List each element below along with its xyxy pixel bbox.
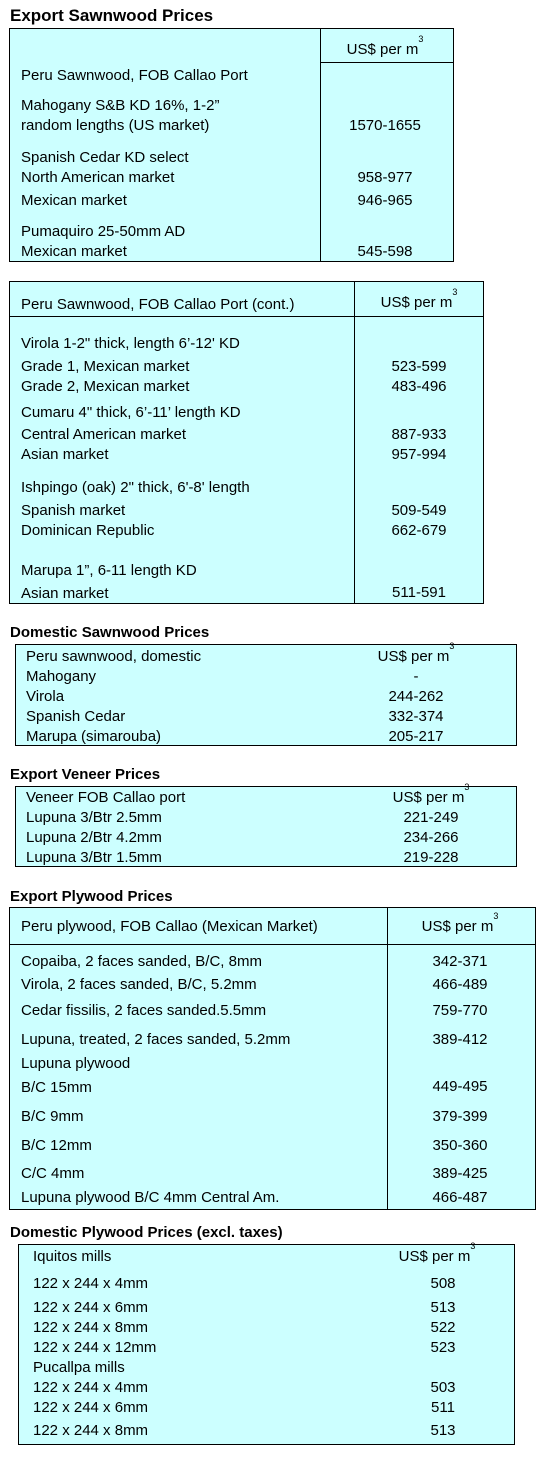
price-cell: 662-679 (391, 522, 447, 539)
price-cell: 466-487 (432, 1189, 488, 1206)
unit-header: US$ per $m^3$ (380, 287, 458, 311)
table-line: Asian market (21, 446, 109, 463)
table-line: Spanish market (21, 502, 126, 519)
table-line: Spanish Cedar KD select (21, 149, 189, 166)
domestic-plywood-table (18, 1241, 515, 1445)
export-sawnwood-table-2 (9, 281, 484, 604)
unit-header: US$ per $m^3$ (398, 1241, 476, 1265)
price-cell: 508 (430, 1275, 456, 1292)
price-cell: 389-412 (432, 1031, 488, 1048)
price-cell: 1570-1655 (349, 117, 421, 134)
table-header: Peru plywood, FOB Callao (Mexican Market) (21, 918, 318, 935)
table-line: random lengths (US market) (21, 117, 210, 134)
domestic-plywood-title: Domestic Plywood Prices (excl. taxes) (10, 1224, 283, 1241)
row-name: Lupuna 2/Btr 4.2mm (26, 829, 162, 846)
table-header: Iquitos mills (33, 1248, 112, 1265)
price-cell: 483-496 (391, 378, 447, 395)
row-name: Spanish Cedar (26, 708, 126, 725)
unit-header: US$ per $m^3$ (377, 641, 455, 665)
export-sawnwood-title: Export Sawnwood Prices (10, 6, 214, 25)
price-cell: 511 (431, 1399, 455, 1416)
table-line: Cumaru 4" thick, 6’-11’ length KD (21, 404, 241, 421)
row-name: 122 x 244 x 6mm (33, 1299, 149, 1316)
table-line: Grade 2, Mexican market (21, 378, 190, 395)
price-cell: 205-217 (388, 728, 444, 745)
unit-header: US$ per $m^3$ (392, 782, 470, 806)
unit-header: US$ per $m^3$ (346, 34, 424, 58)
column-divider (354, 282, 355, 603)
row-name: Virola (26, 688, 65, 705)
column-divider (320, 29, 321, 261)
row-name: Lupuna plywood (21, 1055, 131, 1072)
header-divider (320, 62, 453, 63)
export-sawnwood-table-1 (9, 28, 454, 262)
price-cell: 234-266 (403, 829, 459, 846)
table-line: Ishpingo (oak) 2" thick, 6'-8' length (21, 479, 250, 496)
price-cell: 509-549 (391, 502, 447, 519)
row-name: 122 x 244 x 6mm (33, 1399, 149, 1416)
row-name: Copaiba, 2 faces sanded, B/C, 8mm (21, 953, 262, 970)
price-cell: 523 (430, 1339, 456, 1356)
row-name: Lupuna 3/Btr 1.5mm (26, 849, 162, 866)
row-name: 122 x 244 x 8mm (33, 1319, 149, 1336)
price-cell: 946-965 (357, 192, 413, 209)
table-line: Pumaquiro 25-50mm AD (21, 223, 186, 240)
row-name: Virola, 2 faces sanded, B/C, 5.2mm (21, 976, 257, 993)
price-cell: 513 (430, 1299, 456, 1316)
table-line: Peru Sawnwood, FOB Callao Port (21, 67, 248, 84)
price-cell: 513 (430, 1422, 456, 1439)
row-name: 122 x 244 x 8mm (33, 1422, 149, 1439)
table-line: Mahogany S&B KD 16%, 1-2” (21, 97, 220, 114)
price-cell: 957-994 (391, 446, 447, 463)
price-cell: 523-599 (391, 358, 447, 375)
price-cell: 221-249 (403, 809, 459, 826)
table-line: Mexican market (21, 192, 127, 209)
price-cell: 958-977 (357, 169, 413, 186)
price-cell: 449-495 (432, 1078, 488, 1095)
column-divider (387, 908, 388, 1209)
table-header: Peru Sawnwood, FOB Callao Port (cont.) (21, 296, 295, 313)
price-cell: 244-262 (388, 688, 444, 705)
row-name: Cedar fissilis, 2 faces sanded.5.5mm (21, 1002, 267, 1019)
price-cell: 350-360 (432, 1137, 488, 1154)
price-cell: 503 (430, 1379, 456, 1396)
table-header: Peru sawnwood, domestic (26, 648, 202, 665)
export-veneer-title: Export Veneer Prices (10, 766, 161, 783)
table-line: Dominican Republic (21, 522, 155, 539)
domestic-sawnwood-table (15, 641, 517, 746)
table-line: Central American market (21, 426, 187, 443)
price-cell: 342-371 (432, 953, 488, 970)
header-divider (10, 944, 535, 945)
table-header: Veneer FOB Callao port (26, 789, 186, 806)
price-cell: 219-228 (403, 849, 459, 866)
export-plywood-table (9, 907, 536, 1210)
row-name: Lupuna 3/Btr 2.5mm (26, 809, 162, 826)
table-line: Grade 1, Mexican market (21, 358, 190, 375)
row-name: B/C 15mm (21, 1079, 92, 1096)
price-cell: 389-425 (432, 1165, 488, 1182)
export-plywood-title: Export Plywood Prices (10, 888, 173, 905)
table-line: North American market (21, 169, 175, 186)
row-name: Lupuna, treated, 2 faces sanded, 5.2mm (21, 1031, 291, 1048)
price-cell: 379-399 (432, 1108, 488, 1125)
price-cell: 332-374 (388, 708, 444, 725)
row-name: Pucallpa mills (33, 1359, 125, 1376)
row-name: B/C 12mm (21, 1137, 92, 1154)
price-cell: 887-933 (391, 426, 447, 443)
table-line: Mexican market (21, 243, 127, 260)
price-cell: 511-591 (392, 584, 446, 601)
row-name: Mahogany (26, 668, 97, 685)
row-name: Lupuna plywood B/C 4mm Central Am. (21, 1189, 280, 1206)
price-cell: - (413, 668, 419, 685)
price-cell: 466-489 (432, 976, 488, 993)
row-name: Marupa (simarouba) (26, 728, 162, 745)
table-line: Virola 1-2" thick, length 6’-12' KD (21, 335, 240, 352)
row-name: B/C 9mm (21, 1108, 84, 1125)
domestic-sawnwood-title: Domestic Sawnwood Prices (10, 624, 210, 641)
price-cell: 522 (430, 1319, 456, 1336)
price-cell: 545-598 (357, 243, 413, 260)
row-name: 122 x 244 x 4mm (33, 1379, 149, 1396)
price-cell: 759-770 (432, 1002, 488, 1019)
table-line: Marupa 1”, 6-11 length KD (21, 562, 197, 579)
unit-header: US$ per $m^3$ (421, 911, 499, 935)
row-name: C/C 4mm (21, 1165, 85, 1182)
header-divider (10, 316, 483, 317)
row-name: 122 x 244 x 4mm (33, 1275, 149, 1292)
export-veneer-table (15, 782, 517, 867)
row-name: 122 x 244 x 12mm (33, 1339, 157, 1356)
table-line: Asian market (21, 585, 109, 602)
